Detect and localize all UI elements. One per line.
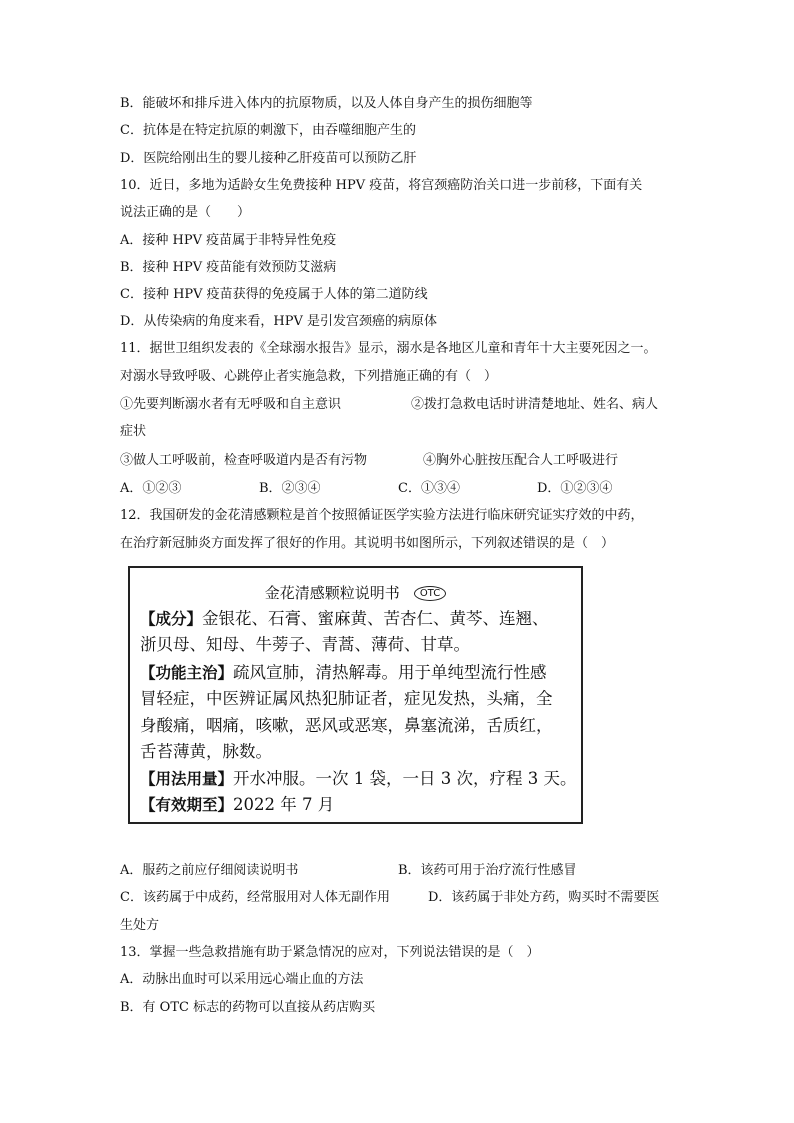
usage-text: 开水冲服。一次 1 袋，一日 3 次，疗程 3 天。 xyxy=(233,769,577,788)
q10-option-d: D．从传染病的角度来看，HPV 是引发宫颈癌的病原体 xyxy=(120,314,438,329)
function-text-line2: 冒轻症，中医辨证属风热犯肺证者，症见发热，头痛，全 xyxy=(140,689,553,708)
q12-option-c: C．该药属于中成药，经常服用对人体无副作用 xyxy=(120,890,390,905)
otc-badge: OTC xyxy=(414,586,446,601)
q10-option-b: B．接种 HPV 疫苗能有效预防艾滋病 xyxy=(120,260,337,275)
q12-option-d: D．该药属于非处方药，购买时不需要医 xyxy=(428,890,660,905)
q12-option-b: B．该药可用于治疗流行性感冒 xyxy=(398,863,577,878)
q12-stem-line1: 12．我国研发的金花清感颗粒是首个按照循证医学实验方法进行临床研究证实疗效的中药， xyxy=(120,508,644,523)
q11-item-2-continued: 症状 xyxy=(120,424,147,439)
leaflet-expiry xyxy=(140,792,334,818)
q11-item-2: ②拨打急救电话时讲清楚地址、姓名、病人 xyxy=(411,397,659,412)
q11-option-a: A．①②③ xyxy=(120,481,182,496)
ingredients-text-line2: 浙贝母、知母、牛蒡子、青蒿、薄荷、甘草。 xyxy=(140,635,470,654)
ingredients-text-line1: 金银花、石膏、蜜麻黄、苦杏仁、黄芩、连翘、 xyxy=(202,609,549,628)
q11-option-b: B．②③④ xyxy=(259,481,321,496)
q13-option-a: A．动脉出血时可以采用远心端止血的方法 xyxy=(120,972,364,987)
q10-stem-line2: 说法正确的是（ ） xyxy=(120,205,251,220)
function-text-line3: 身酸痛，咽痛，咳嗽，恶风或恶寒，鼻塞流涕，舌质红， xyxy=(140,716,553,735)
function-text-line1: 疏风宣肺，清热解毒。用于单纯型流行性感 xyxy=(233,663,547,682)
q11-option-c: C．①③④ xyxy=(398,481,460,496)
q10-option-c: C．接种 HPV 疫苗获得的免疫属于人体的第二道防线 xyxy=(120,287,428,302)
leaflet-function xyxy=(140,660,547,686)
function-label: 【功能主治】 xyxy=(140,664,234,682)
q9-option-b: B．能破坏和排斥进入体内的抗原物质，以及人体自身产生的损伤细胞等 xyxy=(120,96,533,111)
q11-stem-line1: 11．据世卫组织发表的《全球溺水报告》显示，溺水是各地区儿童和青年十大主要死因之一。 xyxy=(120,341,657,356)
leaflet-title-text: 金花清感颗粒说明书 xyxy=(264,584,400,602)
leaflet-title xyxy=(130,582,581,604)
function-text-line4: 舌苔薄黄，脉数。 xyxy=(140,742,272,761)
leaflet-usage xyxy=(140,766,576,792)
q11-item-4: ④胸外心脏按压配合人工呼吸进行 xyxy=(423,453,619,468)
q11-item-1: ①先要判断溺水者有无呼吸和自主意识 xyxy=(120,397,342,412)
leaflet-ingredients xyxy=(140,606,549,632)
q13-option-b: B．有 OTC 标志的药物可以直接从药店购买 xyxy=(120,1000,376,1015)
expiry-text: 2022 年 7 月 xyxy=(233,795,335,814)
expiry-label: 【有效期至】 xyxy=(140,796,234,814)
q9-option-d: D．医院给刚出生的婴儿接种乙肝疫苗可以预防乙肝 xyxy=(120,151,417,166)
medicine-leaflet-box xyxy=(128,566,583,824)
q11-option-d: D．①②③④ xyxy=(537,481,613,496)
q11-stem-line2: 对溺水导致呼吸、心跳停止者实施急救，下列措施正确的有（ ） xyxy=(120,369,498,384)
ingredients-label: 【成分】 xyxy=(140,610,203,628)
usage-label: 【用法用量】 xyxy=(140,770,234,788)
q10-stem-line1: 10．近日，多地为适龄女生免费接种 HPV 疫苗，将宫颈癌防治关口进一步前移，下面有关 xyxy=(120,178,643,193)
q12-stem-line2: 在治疗新冠肺炎方面发挥了很好的作用。其说明书如图所示，下列叙述错误的是（ ） xyxy=(120,536,615,551)
q10-option-a: A．接种 HPV 疫苗属于非特异性免疫 xyxy=(120,233,337,248)
q13-stem: 13．掌握一些急救措施有助于紧急情况的应对，下列说法错误的是（ ） xyxy=(120,945,540,960)
q9-option-c: C．抗体是在特定抗原的刺激下，由吞噬细胞产生的 xyxy=(120,123,416,138)
q12-option-a: A．服药之前应仔细阅读说明书 xyxy=(120,863,299,878)
q12-option-d-continued: 生处方 xyxy=(120,918,160,933)
q11-item-3: ③做人工呼吸前，检查呼吸道内是否有污物 xyxy=(120,453,368,468)
